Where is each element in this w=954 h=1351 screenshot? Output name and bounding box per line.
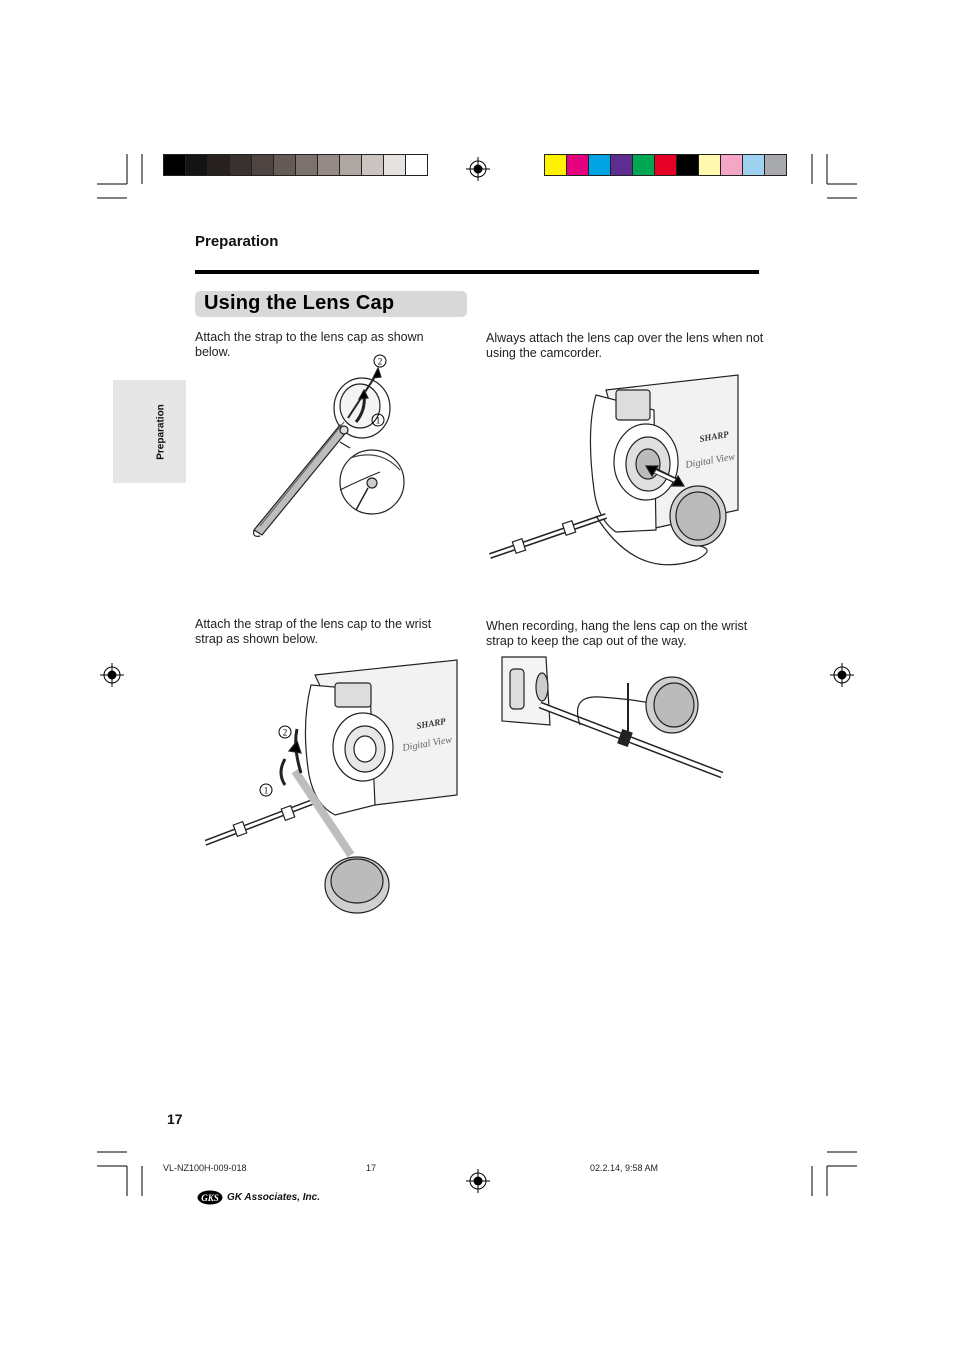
gray-swatch bbox=[339, 154, 361, 176]
model-logo-text-2: Digital View bbox=[401, 734, 453, 754]
side-tab bbox=[113, 380, 186, 483]
color-swatch bbox=[720, 154, 742, 176]
gk-logo-mark: GKS bbox=[201, 1193, 219, 1203]
step-2-number: 2 bbox=[377, 356, 383, 367]
instruction-always-attach: Always attach the lens cap over the lens when not using the camcorder. bbox=[486, 331, 764, 360]
gray-swatch bbox=[207, 154, 229, 176]
page-title: Using the Lens Cap bbox=[204, 292, 395, 314]
registration-mark-right bbox=[830, 663, 854, 687]
instruction-attach-strap: Attach the strap to the lens cap as shown below. bbox=[195, 330, 424, 359]
brand-logo-text: SHARP bbox=[698, 428, 730, 444]
color-swatch bbox=[588, 154, 610, 176]
step-label-2-wrist bbox=[279, 726, 291, 738]
process-color-bar bbox=[544, 154, 787, 176]
footer-company: GK Associates, Inc. bbox=[227, 1192, 320, 1203]
color-swatch bbox=[610, 154, 632, 176]
color-swatch bbox=[632, 154, 654, 176]
gray-swatch bbox=[273, 154, 295, 176]
instruction-when-recording: When recording, hang the lens cap on the wrist strap to keep the cap out of the way. bbox=[486, 619, 748, 648]
color-swatch bbox=[676, 154, 698, 176]
figure-cap-hanging-recording bbox=[500, 655, 725, 785]
page-number: 17 bbox=[167, 1111, 183, 1127]
model-logo-text: Digital View bbox=[684, 451, 736, 471]
color-swatch bbox=[566, 154, 588, 176]
grayscale-color-bar bbox=[163, 154, 428, 176]
footer-timestamp: 02.2.14, 9:58 AM bbox=[590, 1163, 659, 1173]
gray-swatch bbox=[295, 154, 317, 176]
gray-swatch bbox=[317, 154, 339, 176]
figure-cap-over-lens bbox=[486, 370, 741, 580]
footer-page: 17 bbox=[366, 1163, 377, 1173]
gray-swatch bbox=[163, 154, 185, 176]
section-header: Preparation bbox=[195, 233, 279, 250]
gray-swatch bbox=[405, 154, 428, 176]
gk-logo-icon bbox=[197, 1190, 223, 1205]
gray-swatch bbox=[383, 154, 405, 176]
step-label-2 bbox=[374, 355, 386, 367]
step-2-number-wrist: 2 bbox=[282, 727, 288, 738]
step-1-number: 1 bbox=[375, 415, 381, 426]
brand-logo-text-2: SHARP bbox=[415, 715, 447, 731]
step-label-1-wrist bbox=[260, 784, 272, 796]
color-swatch bbox=[742, 154, 764, 176]
color-swatch bbox=[654, 154, 676, 176]
registration-mark-bottom bbox=[466, 1169, 490, 1193]
step-1-number-wrist: 1 bbox=[263, 785, 269, 796]
figure-attach-strap-to-cap bbox=[240, 350, 415, 540]
instruction-attach-wrist: Attach the strap of the lens cap to the wrist strap as shown below. bbox=[195, 617, 432, 646]
registration-mark-left bbox=[100, 663, 124, 687]
header-rule bbox=[195, 270, 759, 274]
gray-swatch bbox=[229, 154, 251, 176]
color-swatch bbox=[544, 154, 566, 176]
title-box bbox=[195, 291, 467, 317]
footer-file-code: VL-NZ100H-009-018 bbox=[163, 1163, 247, 1173]
color-swatch bbox=[764, 154, 787, 176]
gray-swatch bbox=[185, 154, 207, 176]
registration-mark-top bbox=[466, 157, 490, 181]
figure-attach-to-wrist-strap bbox=[205, 655, 460, 917]
side-tab-label: Preparation bbox=[155, 404, 167, 460]
gray-swatch bbox=[361, 154, 383, 176]
gray-swatch bbox=[251, 154, 273, 176]
color-swatch bbox=[698, 154, 720, 176]
